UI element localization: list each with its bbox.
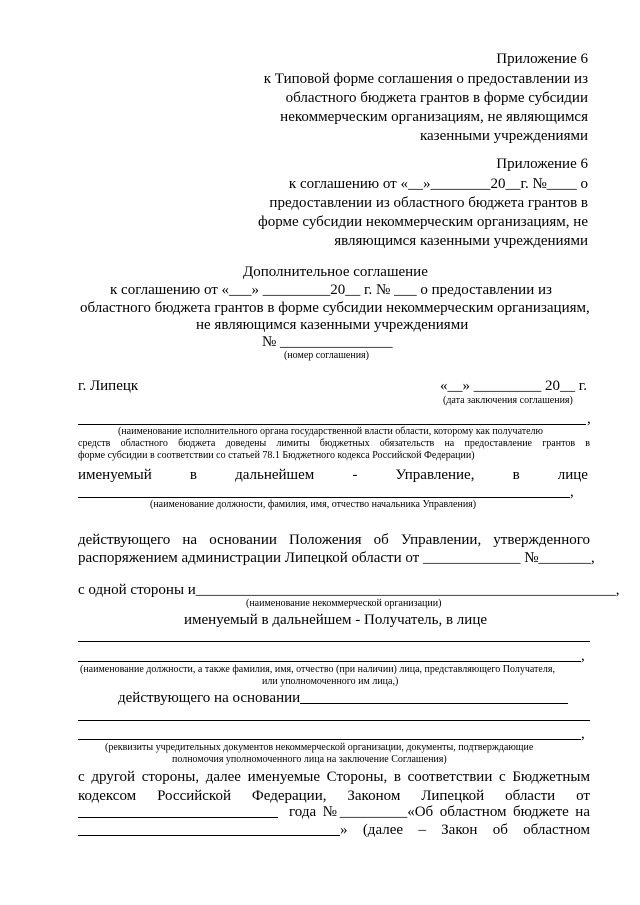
header1-line2: к Типовой форме соглашения о предоставлении из — [263, 71, 588, 87]
word: Липецкой — [421, 788, 485, 804]
comma: , — [587, 411, 591, 427]
law-date-line — [78, 817, 278, 818]
header2-line4: форме субсидии некоммерческим организациям, не — [258, 214, 588, 230]
word: области — [505, 788, 556, 804]
acting-basis-label: действующего на основании — [118, 690, 301, 706]
word: Законом — [347, 788, 401, 804]
head-name-line — [78, 497, 570, 498]
other-side-line3: года №_________«Об областном бюджете на — [289, 804, 590, 820]
agency-caption-line2: средств областного бюджета доведены лимиты бюджетных обязательств на предоставление грантов в — [78, 438, 590, 449]
representative-line1 — [78, 641, 590, 642]
header1-line5: казенными учреждениями — [419, 128, 588, 144]
header2-line1: Приложение 6 — [496, 156, 588, 172]
header2-line5: являющимся казенными учреждениями — [334, 233, 588, 249]
word: Управление, — [395, 467, 475, 483]
word: дальнейшем — [235, 467, 315, 483]
word: - — [352, 467, 358, 483]
word: от — [576, 788, 590, 804]
agency-caption-line1: (наименование исполнительного органа государственной власти области, которому как получателю — [118, 426, 544, 437]
representative-caption-line2: или уполномоченного им лица,) — [262, 676, 399, 687]
agency-caption-line3: форме субсидии в соответствии со статьей 78.1 Бюджетного кодекса Российской Федерации) — [78, 450, 475, 461]
comma: , — [570, 484, 574, 500]
word: Российской — [157, 788, 231, 804]
agreement-number: № _______________ — [262, 334, 393, 350]
header1-line4: некоммерческим организациям, не являющимся — [280, 109, 588, 125]
basis-line — [300, 703, 568, 704]
header2-line3: предоставлении из областного бюджета грантов в — [269, 195, 588, 211]
word: Федерации, — [251, 788, 327, 804]
city: г. Липецк — [78, 378, 139, 394]
agreement-number-caption: (номер соглашения) — [284, 350, 369, 361]
named-department-line — [78, 466, 588, 484]
acting-basis-line1: действующего на основании Положения об Управлении, утвержденного — [78, 532, 590, 548]
agency-name-line — [78, 424, 586, 425]
doc-title-line3: областного бюджета грантов в форме субсидии некоммерческим организациям, — [80, 300, 590, 316]
requisites-caption-line2: полномочия уполномоченного лица на заключение Соглашения) — [172, 754, 447, 765]
word: кодексом — [78, 788, 137, 804]
head-caption: (наименование должности, фамилия, имя, отчество начальника Управления) — [150, 499, 477, 510]
doc-title-line2: к соглашению от «___» _________20__ г. № ___ о предоставлении из — [110, 282, 552, 298]
representative-caption-line1: (наименование должности, а также фамилия, имя, отчество (при наличии) лица, представляющего Получателя, — [80, 664, 555, 675]
basis-line2 — [78, 720, 590, 721]
header2-line2: к соглашению от «__»________20__г. №____ о — [288, 176, 588, 192]
other-side-line1: с другой стороны, далее именуемые Стороны, в соответствии с Бюджетным — [78, 769, 590, 785]
doc-title-line4: не являющимся казенными учреждениями — [196, 317, 469, 333]
word: лице — [557, 467, 588, 483]
representative-line2 — [78, 661, 581, 662]
comma: , — [581, 648, 585, 664]
acting-basis-line2: распоряжением администрации Липецкой области от _____________ №_______, — [78, 550, 595, 566]
agreement-date: «__» _________ 20__ г. — [440, 378, 587, 394]
org-caption: (наименование некоммерческой организации) — [246, 598, 442, 609]
requisites-caption-line1: (реквизиты учредительных документов некоммерческой организации, документы, подтверждающие — [105, 742, 534, 753]
basis-line3 — [78, 739, 581, 740]
doc-title: Дополнительное соглашение — [243, 264, 428, 280]
other-side-line4: » (далее – Закон об областном — [340, 822, 590, 838]
word: в — [189, 467, 197, 483]
word: именуемый — [78, 467, 152, 483]
law-name-line — [78, 835, 340, 836]
header1-line3: областного бюджета грантов в форме субсидии — [285, 90, 588, 106]
header1-line1: Приложение 6 — [496, 51, 588, 67]
comma: , — [581, 726, 585, 742]
named-recipient: именуемый в дальнейшем - Получатель, в лице — [184, 612, 488, 628]
agreement-date-caption: (дата заключения соглашения) — [443, 395, 573, 406]
word: в — [512, 467, 520, 483]
one-side-line: с одной стороны и________________________________________________________, — [78, 582, 620, 598]
